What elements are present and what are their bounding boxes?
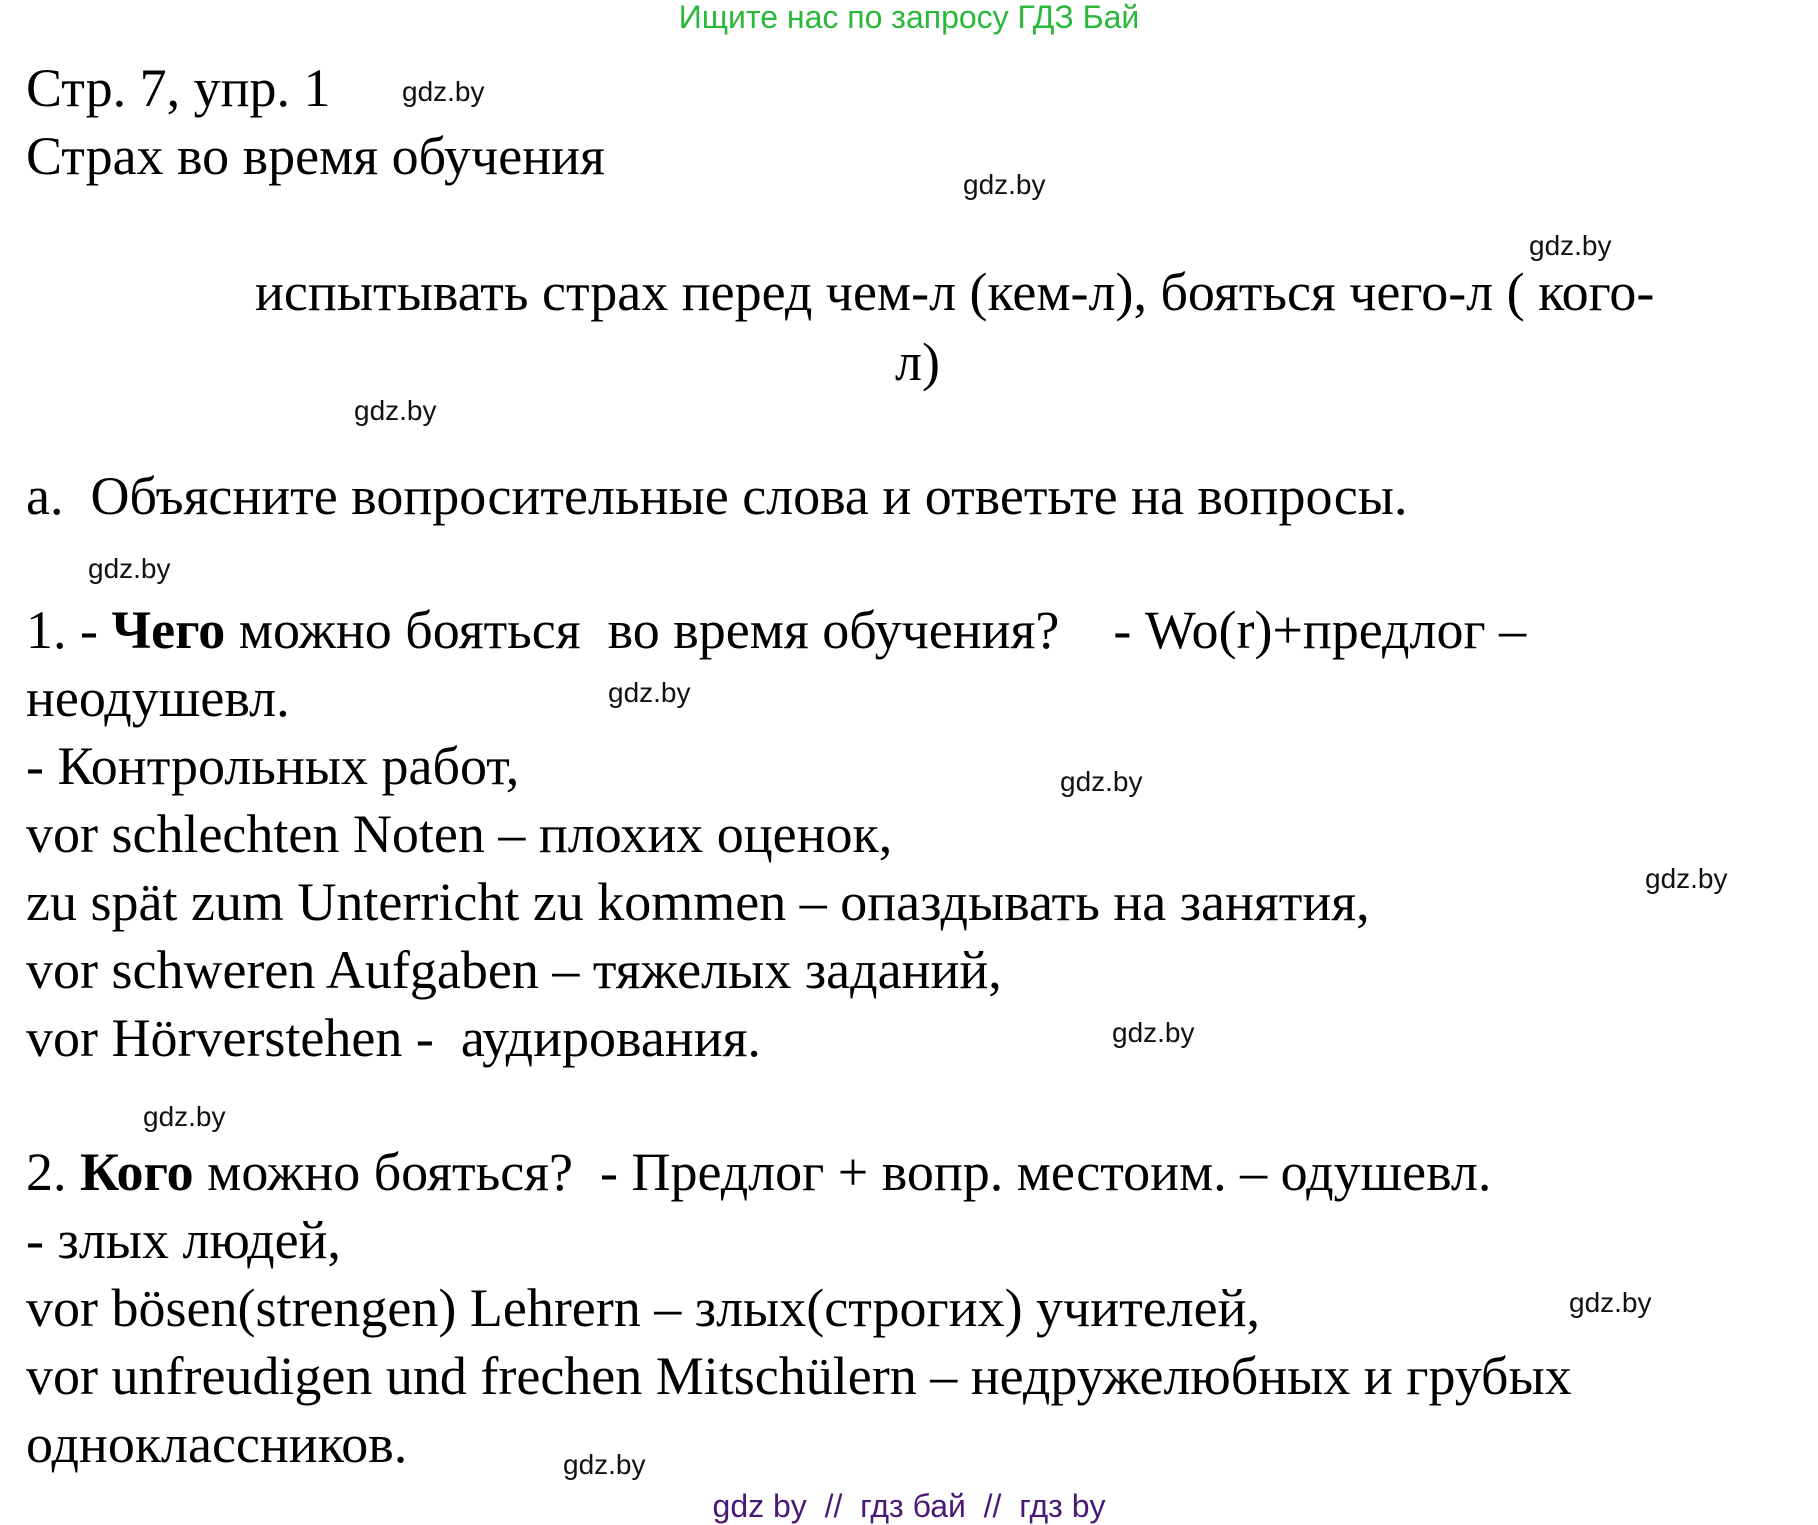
answer-1-item: vor schlechten Noten – плохих оценок, [26,804,893,864]
question-1-keyword: Чего [111,600,226,660]
definition-line-2: л) [895,332,940,392]
watermark: gdz.by [402,76,485,107]
question-2-number: 2. [26,1142,80,1202]
watermark: gdz.by [1112,1017,1195,1048]
watermark: gdz.by [1645,863,1728,894]
watermark: gdz.by [1060,766,1143,797]
page-subtitle: Страх во время обучения [26,126,605,186]
answer-1-item: vor schweren Aufgaben – тяжелых заданий, [26,940,1002,1000]
task-instruction: а. Объясните вопросительные слова и ответьте на вопросы. [26,466,1408,526]
answer-1-item: vor Hörverstehen - аудирования. [26,1008,761,1068]
question-2-text: можно бояться? - Предлог + вопр. местоим. – одушевл. [193,1142,1492,1202]
question-2 [26,1142,1491,1202]
answer-2-item: одноклассников. [26,1414,408,1474]
watermark: gdz.by [143,1101,226,1132]
answer-2-item: vor unfreudigen und frechen Mitschülern – недружелюбных и грубых [26,1346,1572,1406]
watermark: gdz.by [563,1449,646,1480]
watermark: gdz.by [354,395,437,426]
answer-1-item: - Контрольных работ, [26,736,520,796]
question-1 [26,600,1526,660]
question-2-keyword: Кого [80,1142,194,1202]
watermark: gdz.by [1569,1287,1652,1318]
question-1-text: можно бояться во время обучения? - Wo(r)+предлог – [225,600,1527,660]
footer-links: gdz by // гдз бай // гдз by [712,1488,1106,1524]
page-title: Стр. 7, упр. 1 [26,58,331,118]
watermark: gdz.by [1529,230,1612,261]
search-banner: Ищите нас по запросу ГДЗ Бай [678,0,1140,35]
question-1-continuation: неодушевл. [26,668,290,728]
watermark: gdz.by [608,677,691,708]
definition-line-1: испытывать страх перед чем-л (кем-л), бояться чего-л ( кого- [255,262,1655,322]
answer-1-item: zu spät zum Unterricht zu kommen – опаздывать на занятия, [26,872,1370,932]
watermark: gdz.by [963,169,1046,200]
watermark: gdz.by [88,553,171,584]
answer-2-item: vor bösen(strengen) Lehrern – злых(строгих) учителей, [26,1278,1260,1338]
question-1-number: 1. - [26,600,112,660]
answer-2-item: - злых людей, [26,1210,341,1270]
